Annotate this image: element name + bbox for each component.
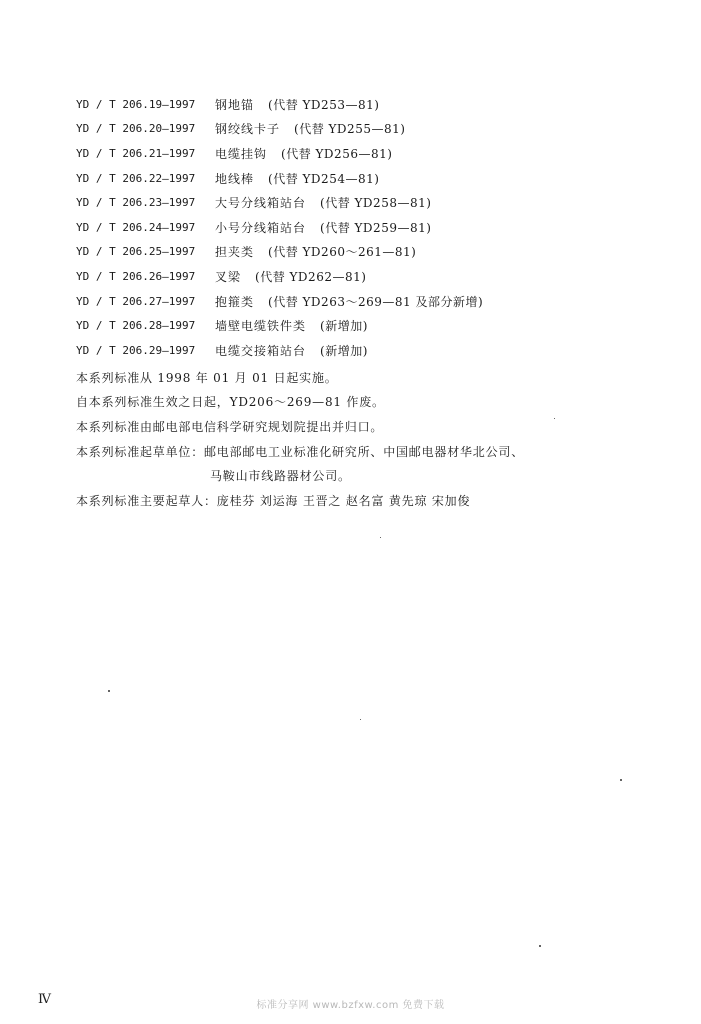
standard-name: 电缆挂钩 bbox=[215, 146, 268, 161]
watermark: 标准分享网 www.bzfxw.com 免费下载 bbox=[256, 1000, 445, 1011]
standard-note: (代替 YD256—81) bbox=[281, 146, 393, 161]
standard-note: (新增加) bbox=[320, 319, 368, 334]
scan-speck bbox=[554, 418, 555, 419]
standard-code: YD / T 206.21—1997 bbox=[76, 146, 196, 160]
standard-note: (代替 YD258—81) bbox=[320, 196, 432, 211]
standard-name: 地线棒 bbox=[215, 171, 255, 186]
page-number: Ⅳ bbox=[38, 992, 51, 1007]
standard-note: (代替 YD259—81) bbox=[320, 220, 432, 235]
standard-code: YD / T 206.28—1997 bbox=[76, 319, 196, 333]
standards-list bbox=[76, 92, 636, 363]
standard-row bbox=[76, 117, 636, 142]
standard-note: (代替 YD254—81) bbox=[268, 171, 380, 186]
standard-note: (新增加) bbox=[320, 343, 368, 358]
standard-code: YD / T 206.25—1997 bbox=[76, 245, 196, 259]
scan-speck bbox=[380, 537, 381, 538]
standard-name: 叉梁 bbox=[215, 269, 242, 284]
standard-row bbox=[76, 92, 636, 117]
standard-name: 钢绞线卡子 bbox=[215, 122, 281, 137]
standard-note: (代替 YD253—81) bbox=[268, 97, 380, 112]
standard-note: (代替 YD260～261—81) bbox=[268, 245, 417, 260]
drafting-unit-continued: 马鞍山市线路器材公司。 bbox=[210, 469, 351, 484]
standard-row bbox=[76, 190, 636, 215]
standard-note: (代替 YD262—81) bbox=[255, 269, 367, 284]
standard-code: YD / T 206.29—1997 bbox=[76, 343, 196, 357]
standard-name: 抱箍类 bbox=[215, 294, 255, 309]
abolish-statement: 自本系列标准生效之日起，YD206～269—81 作废。 bbox=[76, 395, 385, 410]
standard-name: 电缆交接箱站台 bbox=[215, 343, 307, 358]
standard-row bbox=[76, 289, 636, 314]
standard-name: 墙壁电缆铁件类 bbox=[215, 319, 307, 334]
standard-code: YD / T 206.20—1997 bbox=[76, 122, 196, 136]
drafters-statement: 本系列标准主要起草人：庞桂芬 刘运海 王晋之 赵名富 黄先琼 宋加俊 bbox=[76, 493, 471, 508]
scan-speck bbox=[539, 945, 541, 947]
scan-speck bbox=[620, 779, 622, 781]
standard-name: 小号分线箱站台 bbox=[215, 220, 307, 235]
standard-row bbox=[76, 166, 636, 191]
standard-name: 大号分线箱站台 bbox=[215, 196, 307, 211]
standard-code: YD / T 206.19—1997 bbox=[76, 97, 196, 111]
standard-row bbox=[76, 240, 636, 265]
standard-note: (代替 YD263～269—81 及部分新增) bbox=[268, 294, 484, 309]
standard-row bbox=[76, 215, 636, 240]
scan-speck bbox=[108, 690, 110, 692]
standard-row bbox=[76, 264, 636, 289]
standard-code: YD / T 206.27—1997 bbox=[76, 294, 196, 308]
standard-row bbox=[76, 313, 636, 338]
standard-code: YD / T 206.22—1997 bbox=[76, 171, 196, 185]
drafting-unit-statement: 本系列标准起草单位：邮电部邮电工业标准化研究所、中国邮电器材华北公司、 bbox=[76, 444, 525, 459]
statement-block bbox=[76, 365, 676, 513]
scan-speck bbox=[360, 719, 361, 720]
standard-name: 钢地锚 bbox=[215, 97, 255, 112]
proposer-statement: 本系列标准由邮电部电信科学研究规划院提出并归口。 bbox=[76, 419, 384, 434]
standard-code: YD / T 206.26—1997 bbox=[76, 269, 196, 283]
standard-note: (代替 YD255—81) bbox=[294, 122, 406, 137]
standard-code: YD / T 206.24—1997 bbox=[76, 220, 196, 234]
standard-code: YD / T 206.23—1997 bbox=[76, 196, 196, 210]
standard-row bbox=[76, 338, 636, 363]
effective-date-statement: 本系列标准从 1998 年 01 月 01 日起实施。 bbox=[76, 370, 338, 385]
standard-name: 担夹类 bbox=[215, 245, 255, 260]
standard-row bbox=[76, 141, 636, 166]
